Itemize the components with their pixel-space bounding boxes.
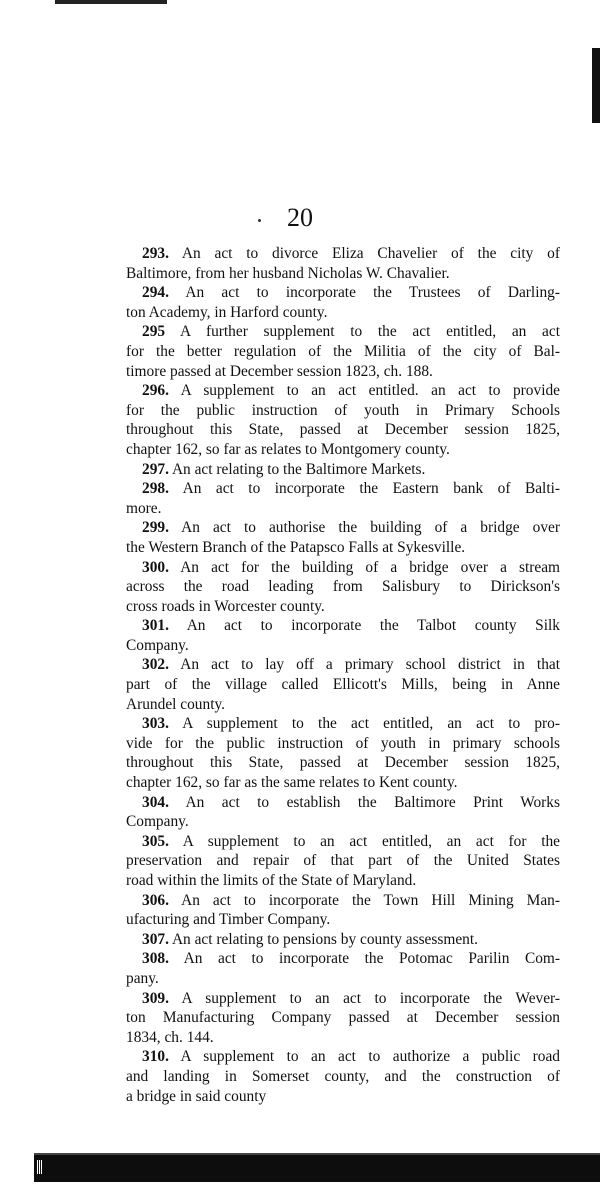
act-number: 305. — [142, 832, 169, 850]
act-continuation-line: ufacturing and Timber Company. — [126, 911, 331, 929]
act-entry — [126, 949, 560, 988]
act-number: 295 — [142, 323, 166, 341]
act-continuation-line: for the better regulation of the Militia of the city of Bal- — [126, 342, 560, 360]
act-continuation-line: pany. — [126, 969, 159, 987]
act-number: 308. — [142, 950, 169, 968]
act-first-line — [126, 949, 560, 969]
act-entry — [126, 793, 560, 832]
act-first-line — [126, 714, 560, 734]
act-text: A supplement to an act entitled. an act to provide — [180, 382, 560, 400]
act-number: 297. — [142, 460, 169, 478]
right-scan-edge — [592, 48, 600, 123]
act-number: 306. — [142, 891, 169, 909]
act-entry — [126, 283, 560, 322]
act-first-line — [126, 322, 560, 342]
act-text: An act to authorise the building of a bridge over — [181, 519, 560, 537]
act-text: A supplement to an act entitled, an act for the — [182, 832, 560, 850]
bottom-scan-speck — [36, 1160, 42, 1174]
act-continuation-line: more. — [126, 499, 162, 517]
act-text: A further supplement to the act entitled, an act — [179, 323, 560, 341]
act-number: 298. — [142, 480, 169, 498]
act-entry — [126, 244, 560, 283]
act-entry — [126, 518, 560, 557]
act-entry — [126, 655, 560, 714]
act-number: 310. — [142, 1048, 169, 1066]
act-continuation-line: road within the limits of the State of Maryland. — [126, 872, 417, 889]
act-continuation-line: timore passed at December session 1823, ch. 188. — [126, 362, 433, 380]
act-text: An act for the building of a bridge over a stream — [180, 558, 561, 576]
act-text: An act to divorce Eliza Chavelier of the city of — [181, 245, 561, 262]
act-number: 309. — [142, 989, 169, 1007]
act-number: 300. — [142, 558, 169, 576]
act-first-line — [126, 1047, 560, 1067]
act-first-line — [126, 616, 560, 636]
act-number: 302. — [142, 656, 169, 674]
acts-list — [126, 244, 560, 1106]
act-text: An act relating to the Baltimore Markets. — [171, 460, 426, 478]
act-continuation-line: Company. — [126, 636, 189, 654]
act-continuation-line: Arundel county. — [126, 695, 226, 713]
act-number: 301. — [142, 617, 169, 635]
act-first-line — [126, 518, 560, 538]
act-entry — [126, 930, 560, 950]
act-continuation-line: 1834, ch. 144. — [126, 1028, 214, 1046]
act-text: A supplement to an act to authorize a public road — [180, 1048, 560, 1066]
act-text: An act to incorporate the Eastern bank of Balti- — [182, 480, 560, 498]
act-first-line — [126, 460, 560, 480]
act-continuation-line: part of the village called Ellicott's Mills, being in Anne — [126, 676, 560, 694]
act-number: 294. — [142, 284, 169, 302]
act-text: An act to establish the Baltimore Print Works — [185, 793, 560, 811]
act-entry — [126, 1047, 560, 1106]
act-continuation-line: chapter 162, so far as relates to Montgomery county. — [126, 440, 450, 458]
act-text: A supplement to the act entitled, an act to pro- — [182, 715, 560, 733]
act-first-line — [126, 381, 560, 401]
act-continuation-line: ton Academy, in Harford county. — [126, 303, 328, 321]
act-continuation-line: ton Manufacturing Company passed at December session — [126, 1009, 560, 1027]
act-continuation-line: throughout this State, passed at December session 1825, — [126, 754, 560, 772]
act-entry — [126, 460, 560, 480]
act-entry — [126, 832, 560, 891]
act-first-line — [126, 558, 560, 578]
act-entry — [126, 381, 560, 459]
page-number: 20 — [287, 203, 313, 232]
act-continuation-line: preservation and repair of that part of the United States — [126, 852, 560, 870]
act-continuation-line: the Western Branch of the Patapsco Falls at Sykesville. — [126, 538, 466, 556]
act-number: 304. — [142, 793, 169, 811]
act-first-line — [126, 989, 560, 1009]
act-number: 299. — [142, 519, 169, 537]
act-continuation-line: throughout this State, passed at December session 1825, — [126, 421, 560, 439]
act-first-line — [126, 655, 560, 675]
act-number: 296. — [142, 382, 169, 400]
act-text: An act to incorporate the Talbot county Silk — [186, 617, 560, 635]
act-number: 293. — [142, 245, 169, 262]
act-entry — [126, 479, 560, 518]
act-first-line — [126, 283, 560, 303]
act-entry — [126, 891, 560, 930]
act-first-line — [126, 930, 560, 950]
act-continuation-line: for the public instruction of youth in Primary Schools — [126, 401, 560, 419]
top-scan-rule — [55, 0, 167, 4]
act-continuation-line: vide for the public instruction of youth in primary schools — [126, 734, 560, 752]
act-text: A supplement to an act to incorporate the Wever- — [181, 989, 560, 1007]
act-continuation-line: a bridge in said county — [126, 1087, 267, 1105]
act-entry — [126, 989, 560, 1048]
bottom-scan-band — [34, 1153, 600, 1182]
act-number: 303. — [142, 715, 169, 733]
act-continuation-line: and landing in Somerset county, and the construction of — [126, 1067, 560, 1085]
act-entry — [126, 616, 560, 655]
act-first-line — [126, 479, 560, 499]
act-first-line — [126, 891, 560, 911]
act-entry — [126, 558, 560, 617]
act-text: An act to incorporate the Town Hill Mining Man- — [181, 891, 560, 909]
act-continuation-line: across the road leading from Salisbury to Dirickson's — [126, 578, 560, 596]
act-text: An act to incorporate the Potomac Parilin Com- — [183, 950, 560, 968]
act-continuation-line: Company. — [126, 813, 189, 831]
act-entry — [126, 322, 560, 381]
act-first-line — [126, 793, 560, 813]
act-text: An act to incorporate the Trustees of Darling- — [185, 284, 560, 302]
act-text: An act relating to pensions by county assessment. — [171, 930, 478, 948]
act-continuation-line: chapter 162, so far as the same relates to Kent county. — [126, 774, 458, 792]
act-first-line — [126, 832, 560, 852]
act-text: An act to lay off a primary school district in that — [180, 656, 560, 674]
act-continuation-line: cross roads in Worcester county. — [126, 597, 325, 615]
act-number: 307. — [142, 930, 169, 948]
act-continuation-line: Baltimore, from her husband Nicholas W. Chavalier. — [126, 264, 450, 282]
act-first-line — [126, 244, 560, 264]
act-entry — [126, 714, 560, 792]
